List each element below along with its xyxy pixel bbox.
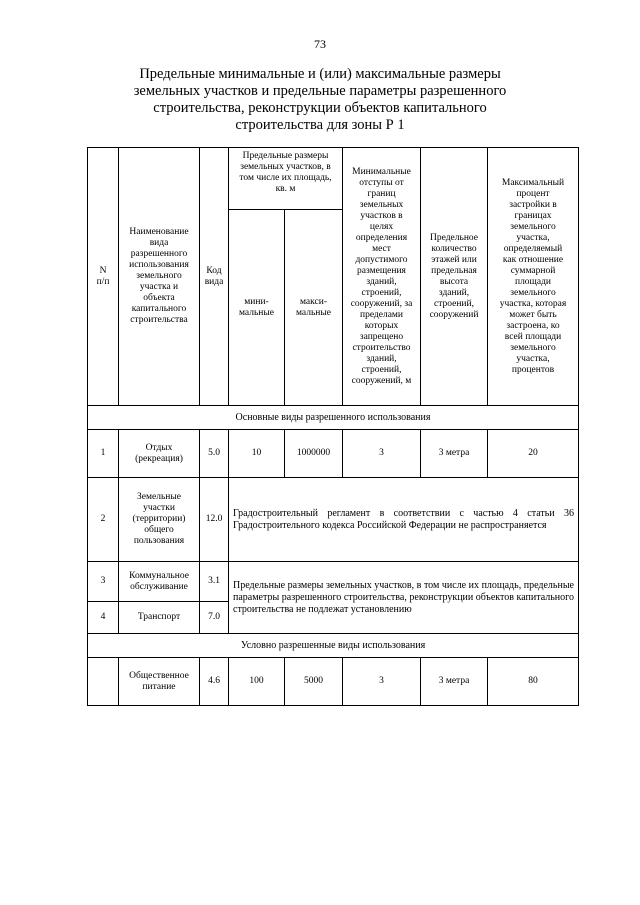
cell-text-line: земельного: [136, 271, 182, 281]
cell-text-line: земельного: [510, 342, 556, 353]
cell-text-line: (территории): [132, 514, 186, 524]
cell-text-line: участка и: [139, 282, 179, 292]
cell-text-line: определения: [355, 232, 408, 243]
title-line: Предельные минимальные и (или) максимальные размеры: [139, 66, 501, 82]
cell-text-line: макси-: [299, 296, 327, 307]
document-title: [110, 66, 530, 134]
cell-name: [119, 658, 200, 706]
cell-text-line: процент: [516, 188, 550, 199]
cell-text-line: строительства: [130, 315, 188, 325]
cell-text-line: сооружений, м: [351, 375, 412, 386]
cell-text-line: Отдых: [145, 442, 173, 453]
cell-text-line: Код: [206, 265, 222, 276]
cell-text-line: отступы от: [359, 177, 404, 188]
cell-max: 1000000: [285, 430, 343, 478]
cell-text-line: вида: [204, 276, 224, 287]
header-name: [119, 148, 200, 406]
cell-min: 10: [229, 430, 285, 478]
section-main-title: Основные виды разрешенного использования: [88, 406, 579, 430]
header-num: [88, 148, 119, 406]
cell-text-line: может быть: [509, 309, 557, 320]
cell-text-line: земельных участков, в: [240, 162, 331, 172]
section-row: [88, 634, 579, 658]
cell-text-line: пользования: [133, 536, 185, 546]
cell-text-line: участки: [143, 503, 175, 513]
cell-name: [119, 562, 200, 602]
cell-min: 100: [229, 658, 285, 706]
cell-text-line: Минимальные: [352, 166, 411, 177]
cell-code: 12.0: [200, 478, 229, 562]
cell-note: Градостроительный регламент в соответствии с частью 4 статьи 36 Градостроительного кодекса Российской Федерации не распространяется: [229, 478, 579, 562]
cell-text-line: Предельное: [430, 232, 478, 243]
cell-text-line: строений,: [361, 364, 402, 375]
cell-text-line: этажей или: [431, 254, 477, 265]
cell-text-line: земельного: [510, 287, 556, 298]
header-sizes: [229, 148, 343, 210]
cell-text-line: высота: [439, 276, 469, 287]
cell-setback: 3: [343, 658, 421, 706]
cell-text-line: мальные: [295, 307, 331, 318]
cell-text-line: которых: [364, 320, 399, 331]
cell-text-line: земельных: [359, 199, 404, 210]
cell-text-line: участков в: [360, 210, 403, 221]
cell-num: 4: [88, 602, 119, 634]
cell-note: Предельные размеры земельных участков, в том числе их площадь, предельные параметры разрешенного строительства, реконструкции объектов капитального строительства не подлежат установлению: [229, 562, 579, 634]
section-row: [88, 406, 579, 430]
cell-text-line: Максимальный: [501, 177, 565, 188]
cell-text-line: строений,: [434, 298, 474, 309]
cell-text-line: процентов: [511, 364, 555, 375]
cell-text-line: строений,: [361, 287, 402, 298]
cell-text-line: кв. м: [275, 184, 296, 194]
cell-text-line: участка,: [516, 353, 550, 364]
cell-text-line: как отношение: [502, 254, 564, 265]
title-line: земельных участков и предельные параметры разрешенного: [133, 83, 507, 99]
cell-code: 7.0: [200, 602, 229, 634]
cell-text-line: допустимого: [355, 254, 408, 265]
table-row: [88, 430, 579, 478]
cell-text-line: размещения: [357, 265, 406, 276]
cell-text-line: Наименование: [129, 227, 189, 237]
cell-num: 2: [88, 478, 119, 562]
section-conditional-title: Условно разрешенные виды использования: [88, 634, 579, 658]
cell-text-line: мальные: [238, 307, 274, 318]
cell-coverage: 20: [488, 430, 579, 478]
cell-text-line: суммарной: [510, 265, 556, 276]
cell-text-line: предельная: [431, 265, 477, 276]
cell-text-line: мест: [372, 243, 391, 254]
header-floors: [421, 148, 488, 406]
cell-text-line: мини-: [244, 296, 269, 307]
cell-text-line: площади: [514, 276, 552, 287]
cell-floors: 3 метра: [421, 658, 488, 706]
cell-text-line: вида: [149, 238, 169, 248]
cell-text-line: запрещено: [359, 331, 404, 342]
regulations-table: [87, 147, 579, 706]
cell-text-line: Коммунальное: [129, 570, 189, 581]
cell-text-line: (рекреация): [135, 453, 183, 464]
table-row: [88, 478, 579, 562]
cell-name: [119, 602, 200, 634]
cell-text-line: общего: [144, 525, 174, 535]
cell-text-line: N: [99, 265, 107, 276]
cell-text-line: том числе их площадь,: [239, 173, 332, 183]
table-row: [88, 658, 579, 706]
cell-text-line: участка, которая: [499, 298, 567, 309]
cell-text-line: участка,: [516, 232, 550, 243]
cell-text-line: пределами: [359, 309, 404, 320]
cell-num: [88, 658, 119, 706]
cell-text-line: объекта: [143, 293, 175, 303]
cell-text-line: зданий,: [366, 276, 397, 287]
cell-text-line: всей площади: [504, 331, 562, 342]
cell-text-line: Общественное: [129, 670, 189, 681]
cell-name: [119, 478, 200, 562]
header-setback: [343, 148, 421, 406]
cell-max: 5000: [285, 658, 343, 706]
cell-text-line: использования: [129, 260, 189, 270]
cell-text-line: границах: [514, 210, 552, 221]
cell-floors: 3 метра: [421, 430, 488, 478]
cell-text-line: количество: [431, 243, 477, 254]
cell-text-line: застроена, ко: [506, 320, 560, 331]
cell-text-line: п/п: [96, 276, 110, 287]
cell-text-line: сооружений, за: [350, 298, 413, 309]
header-min: [229, 210, 285, 406]
cell-text-line: разрешенного: [130, 249, 188, 259]
cell-text-line: целях: [369, 221, 394, 232]
title-line: строительства для зоны Р 1: [235, 117, 405, 133]
cell-num: 3: [88, 562, 119, 602]
cell-num: 1: [88, 430, 119, 478]
table-row: [88, 562, 579, 602]
table-header-row: [88, 148, 579, 210]
cell-text-line: сооружений: [429, 309, 479, 320]
cell-text-line: зданий,: [366, 353, 397, 364]
cell-code: 4.6: [200, 658, 229, 706]
cell-text-line: земельного: [510, 221, 556, 232]
cell-text-line: зданий,: [438, 287, 470, 298]
header-code: [200, 148, 229, 406]
cell-text-line: границ: [367, 188, 396, 199]
cell-coverage: 80: [488, 658, 579, 706]
page-number: 73: [314, 37, 326, 51]
cell-text-line: строительство: [352, 342, 411, 353]
cell-code: 5.0: [200, 430, 229, 478]
cell-text-line: определяемый: [503, 243, 563, 254]
header-coverage: [488, 148, 579, 406]
cell-code: 3.1: [200, 562, 229, 602]
cell-text-line: Предельные размеры: [242, 151, 329, 161]
cell-text-line: питание: [142, 681, 176, 692]
cell-text-line: Транспорт: [137, 612, 181, 622]
cell-text-line: обслуживание: [130, 581, 188, 592]
cell-name: [119, 430, 200, 478]
cell-text-line: застройки в: [509, 199, 557, 210]
cell-setback: 3: [343, 430, 421, 478]
cell-text-line: Земельные: [137, 492, 181, 502]
cell-text-line: капитального: [131, 304, 187, 314]
title-line: строительства, реконструкции объектов капитального: [153, 100, 487, 116]
header-max: [285, 210, 343, 406]
